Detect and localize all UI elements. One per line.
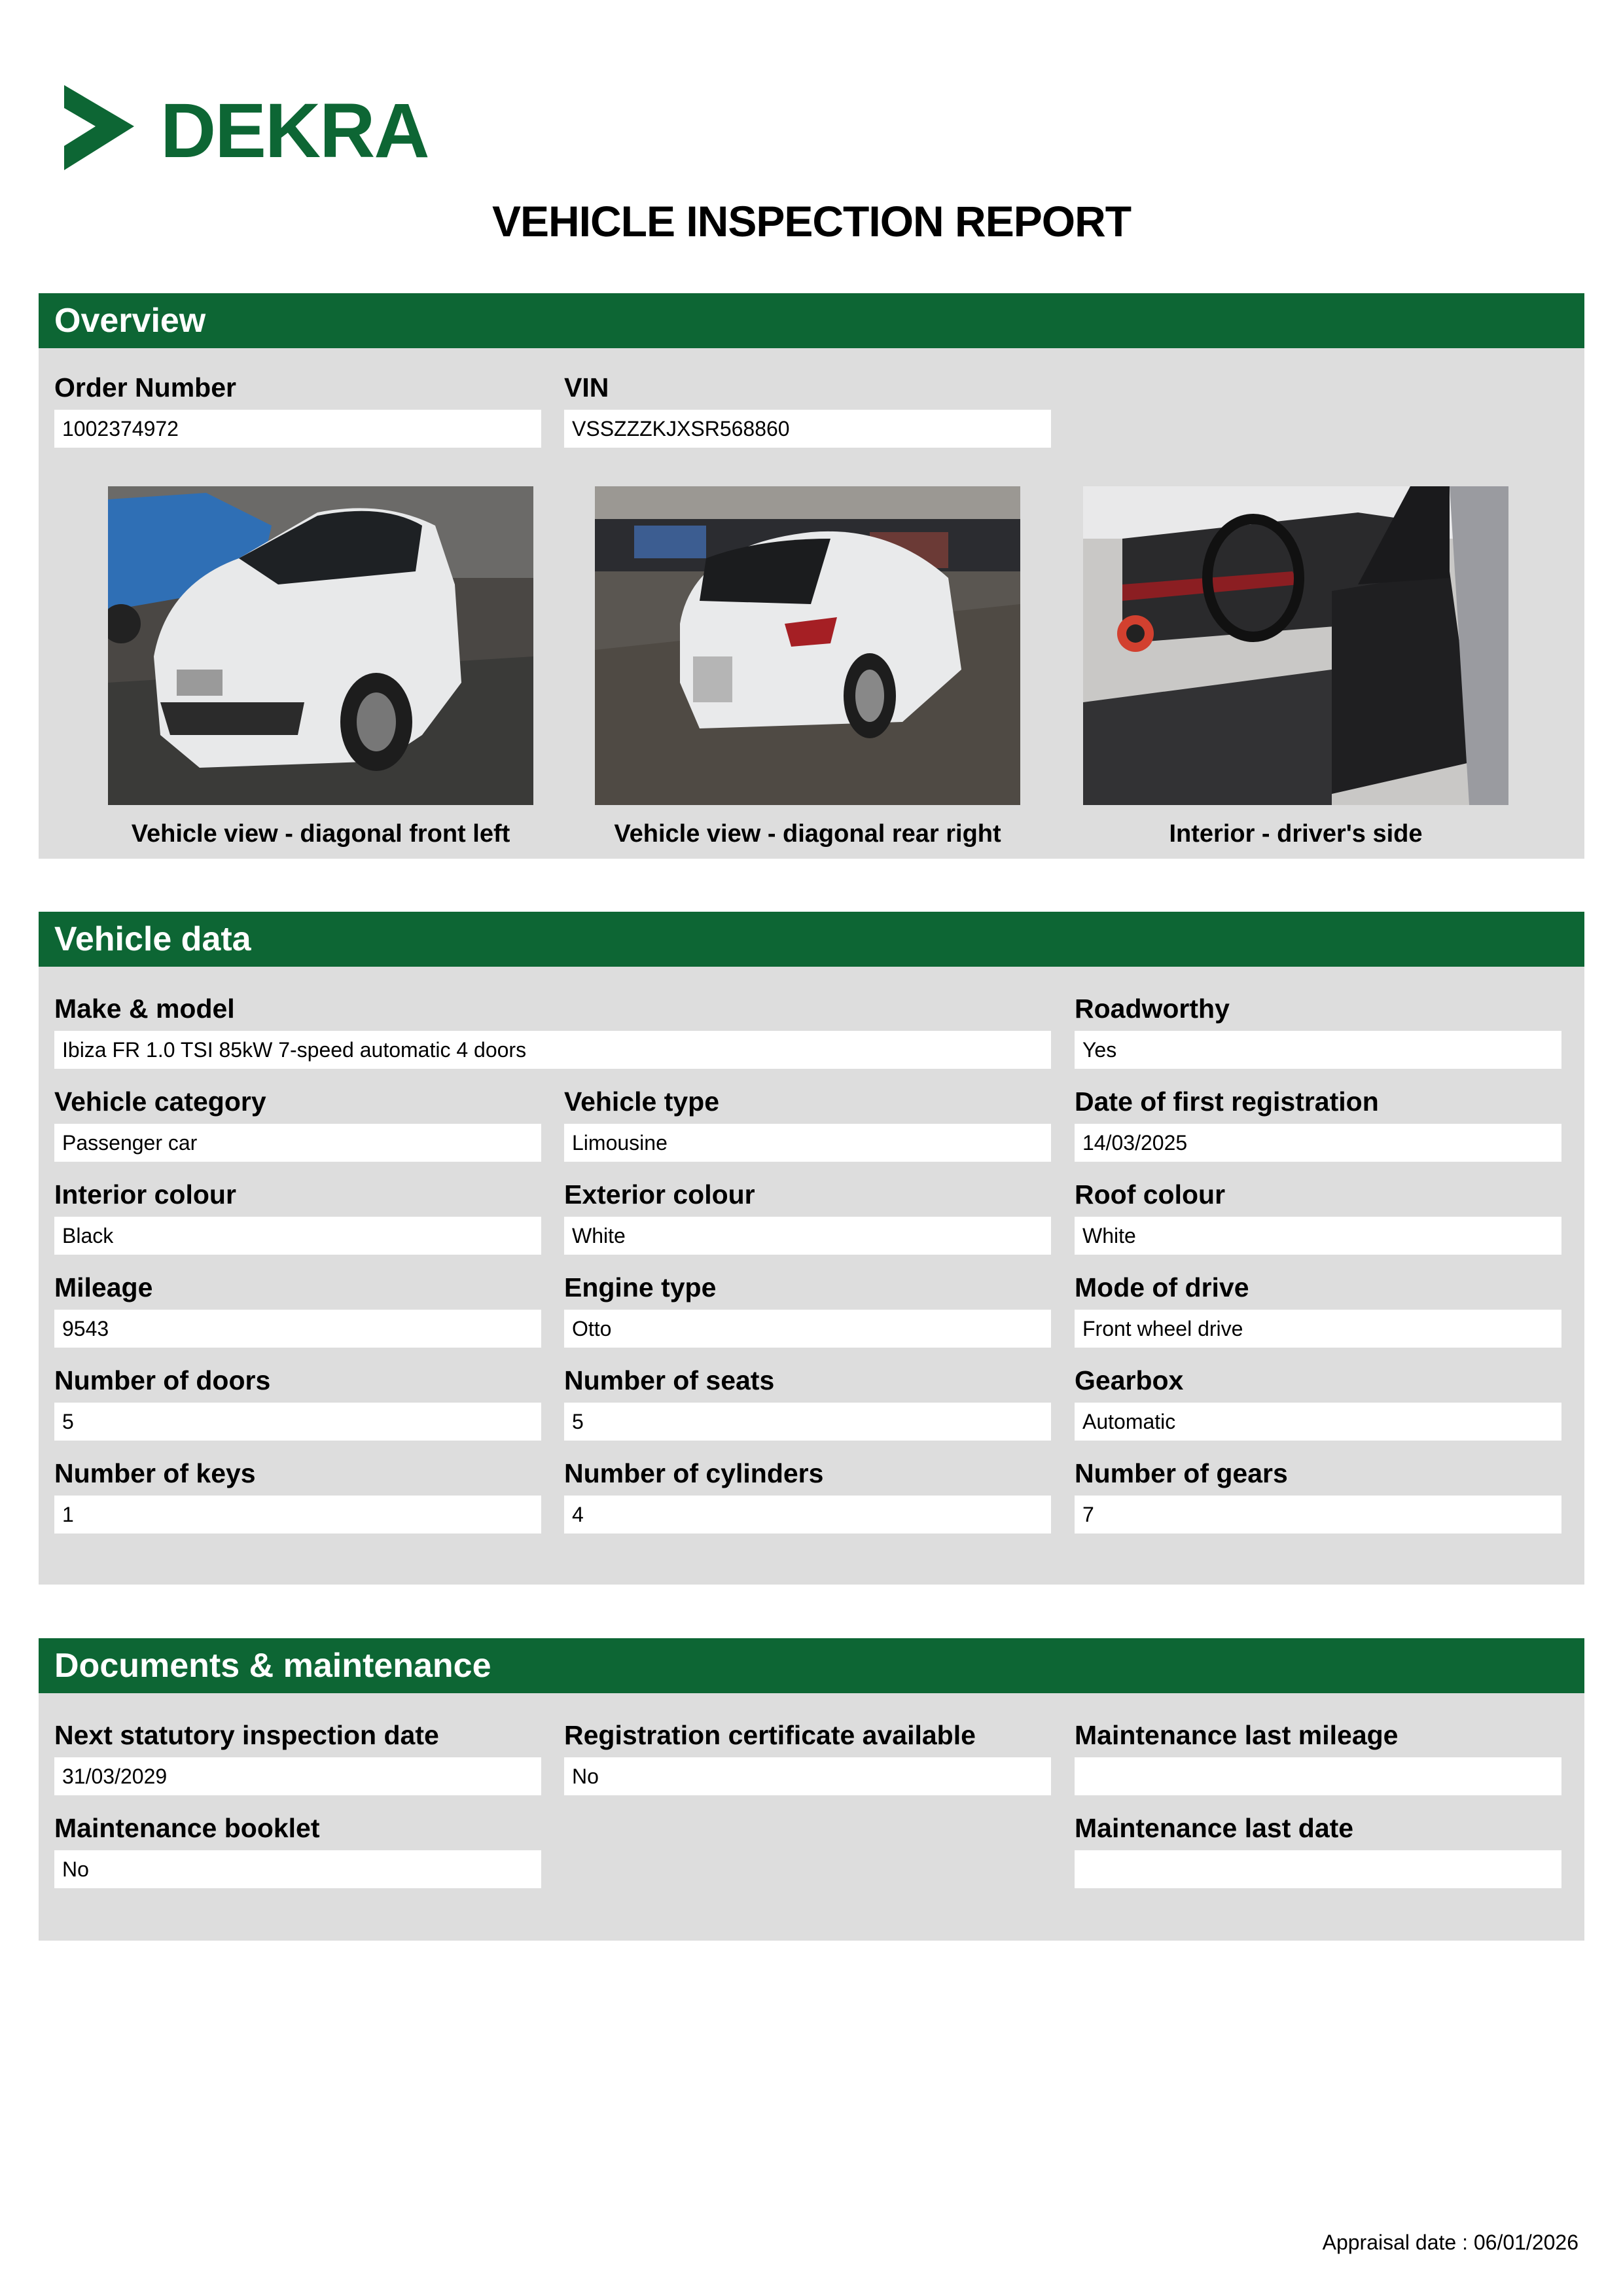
maintenance-booklet-field: No [54, 1850, 541, 1888]
registration-cert-field: No [564, 1757, 1051, 1795]
vehicle-type-field: Limousine [564, 1124, 1051, 1162]
interior-colour-field: Black [54, 1217, 541, 1255]
registration-cert-label: Registration certificate available [564, 1720, 976, 1750]
roadworthy-field: Yes [1075, 1031, 1561, 1069]
roof-colour-label: Roof colour [1075, 1179, 1226, 1210]
gears-field: 7 [1075, 1496, 1561, 1534]
maintenance-booklet-label: Maintenance booklet [54, 1813, 320, 1843]
dekra-logo [59, 82, 429, 180]
doors-field: 5 [54, 1403, 541, 1441]
engine-type-field: Otto [564, 1310, 1051, 1348]
vin-label: VIN [564, 372, 609, 403]
keys-label: Number of keys [54, 1458, 256, 1488]
mode-of-drive-field: Front wheel drive [1075, 1310, 1561, 1348]
documents-heading: Documents & maintenance [39, 1638, 1584, 1693]
overview-section [39, 348, 1584, 859]
gears-label: Number of gears [1075, 1458, 1288, 1488]
order-number-label: Order Number [54, 372, 236, 403]
cylinders-label: Number of cylinders [564, 1458, 824, 1488]
photo-rear-right-caption: Vehicle view - diagonal rear right [614, 820, 1001, 848]
first-registration-label: Date of first registration [1075, 1086, 1379, 1117]
doors-label: Number of doors [54, 1365, 271, 1395]
photo-front-left [108, 486, 533, 805]
exterior-colour-field: White [564, 1217, 1051, 1255]
exterior-colour-label: Exterior colour [564, 1179, 755, 1210]
gearbox-field: Automatic [1075, 1403, 1561, 1441]
photo-front-left-caption: Vehicle view - diagonal front left [131, 820, 510, 848]
engine-type-label: Engine type [564, 1272, 717, 1302]
brand-name: DEKRA [160, 88, 429, 174]
photo-interior-caption: Interior - driver's side [1169, 820, 1423, 848]
seats-label: Number of seats [564, 1365, 775, 1395]
vehicle-type-label: Vehicle type [564, 1086, 720, 1117]
keys-field: 1 [54, 1496, 541, 1534]
cylinders-field: 4 [564, 1496, 1051, 1534]
page-title: VEHICLE INSPECTION REPORT [491, 197, 1132, 245]
vehicle-data-heading: Vehicle data [39, 912, 1584, 967]
vehicle-category-field: Passenger car [54, 1124, 541, 1162]
roadworthy-label: Roadworthy [1075, 994, 1230, 1024]
mileage-label: Mileage [54, 1272, 153, 1302]
vehicle-category-label: Vehicle category [54, 1086, 266, 1117]
interior-colour-label: Interior colour [54, 1179, 236, 1210]
order-number-field: 1002374972 [54, 410, 541, 448]
maintenance-last-date-label: Maintenance last date [1075, 1813, 1354, 1843]
documents-section [39, 1693, 1584, 1941]
next-inspection-label: Next statutory inspection date [54, 1720, 439, 1750]
overview-heading: Overview [39, 293, 1584, 348]
make-model-label: Make & model [54, 994, 235, 1024]
mode-of-drive-label: Mode of drive [1075, 1272, 1249, 1302]
maintenance-last-mileage-label: Maintenance last mileage [1075, 1720, 1399, 1750]
photo-rear-right [595, 486, 1020, 805]
roof-colour-field: White [1075, 1217, 1561, 1255]
maintenance-last-mileage-field [1075, 1757, 1561, 1795]
appraisal-date: Appraisal date : 06/01/2026 [1322, 2231, 1578, 2254]
next-inspection-field: 31/03/2029 [54, 1757, 541, 1795]
vehicle-data-section [39, 967, 1584, 1585]
first-registration-field: 14/03/2025 [1075, 1124, 1561, 1162]
make-model-field: Ibiza FR 1.0 TSI 85kW 7-speed automatic 4 doors [54, 1031, 1051, 1069]
maintenance-last-date-field [1075, 1850, 1561, 1888]
dekra-mark-icon [59, 82, 157, 180]
photo-interior [1083, 486, 1508, 805]
gearbox-label: Gearbox [1075, 1365, 1184, 1395]
mileage-field: 9543 [54, 1310, 541, 1348]
vin-field: VSSZZZKJXSR568860 [564, 410, 1051, 448]
seats-field: 5 [564, 1403, 1051, 1441]
